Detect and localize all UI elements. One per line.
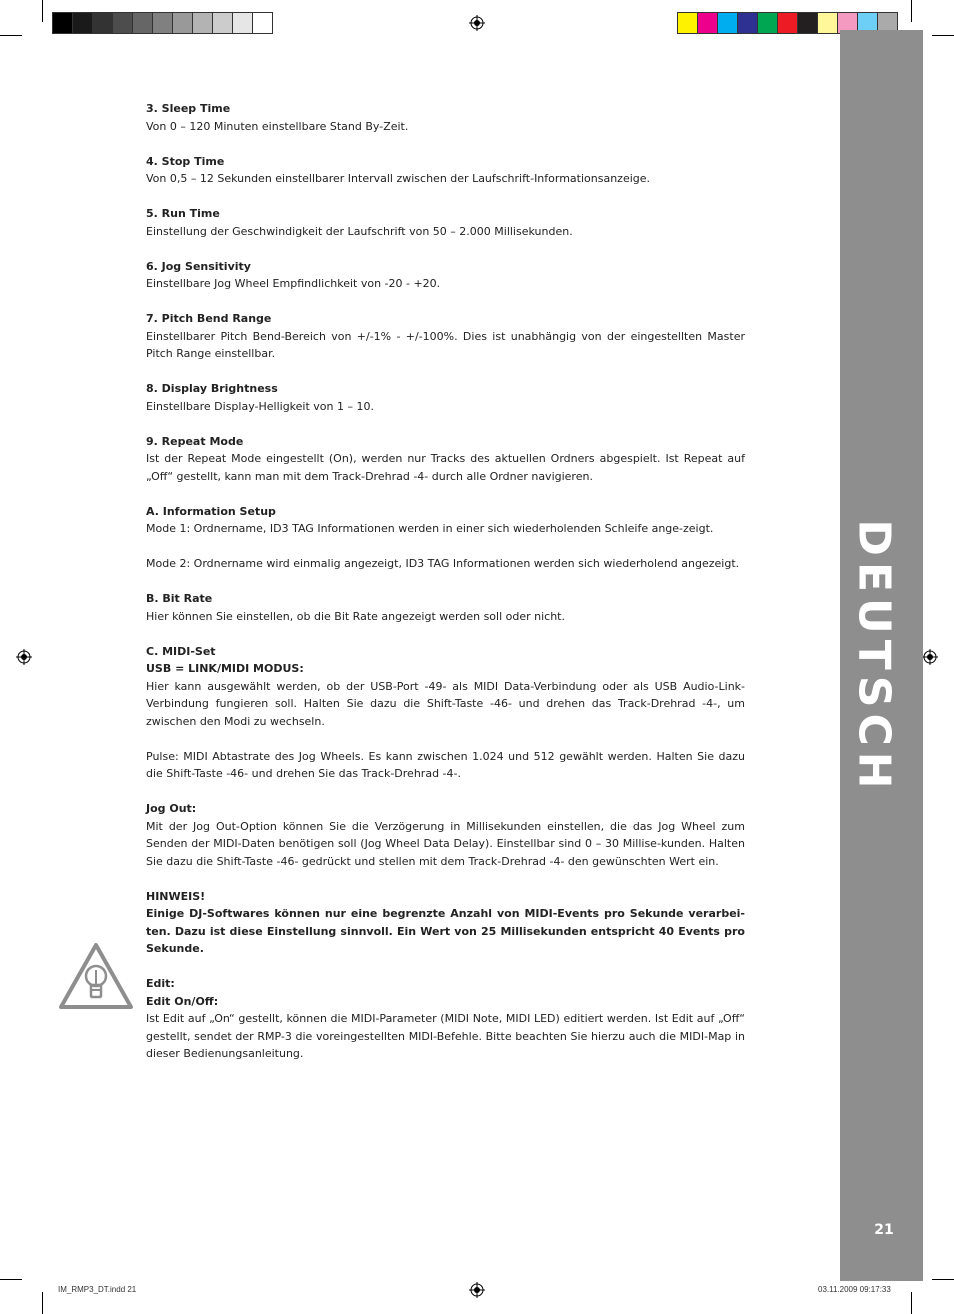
grayscale-swatch: [53, 13, 73, 33]
section-heading: HINWEIS!: [146, 889, 206, 903]
section-body: Einstellbare Display-Helligkeit von 1 – 10.: [146, 399, 374, 413]
crop-mark: [932, 1279, 954, 1280]
grayscale-swatch: [253, 13, 272, 33]
color-swatch: [698, 13, 718, 33]
section-heading: 9. Repeat Mode: [146, 434, 244, 448]
manual-section: [146, 100, 745, 135]
section-body: Hier kann ausgewählt werden, ob der USB-Port -49- als MIDI Data-Verbindung oder als USB Audio-Link-Verbindung fungieren soll. Halten Sie dazu die Shift-Taste -46- und drehen das Track-Drehrad -4-, um zwischen den Modi zu wechseln.: [146, 679, 745, 728]
section-heading: 6. Jog Sensitivity: [146, 259, 251, 273]
section-body: Pulse: MIDI Abtastrate des Jog Wheels. Es kann zwischen 1.024 und 512 gewählt werden. Halten Sie dazu die Shift-Taste -46- und drehen Sie das Track-Drehrad -4-.: [146, 749, 745, 780]
grayscale-swatch: [93, 13, 113, 33]
page-number: 21: [874, 1222, 894, 1238]
grayscale-swatch: [73, 13, 93, 33]
registration-mark-icon: [469, 1282, 485, 1298]
language-label: DEUTSCH: [848, 519, 900, 795]
crop-mark: [42, 1292, 43, 1314]
warning-body: Einige DJ-Softwares können nur eine begrenzte Anzahl von MIDI-Events pro Sekunde verarbei-ten. Dazu ist diese Einstellung sinnvoll. Ein Wert von 25 Millisekunden entspricht 40 Events pro Sekunde.: [146, 907, 745, 955]
grayscale-swatch: [153, 13, 173, 33]
crop-mark: [932, 35, 954, 36]
color-swatch: [718, 13, 738, 33]
section-body: Von 0,5 – 12 Sekunden einstellbarer Intervall zwischen der Laufschrift-Informationsanzeige.: [146, 172, 651, 185]
manual-section: [146, 590, 745, 625]
section-heading: 8. Display Brightness: [146, 382, 278, 395]
section-heading: Jog Out:: [146, 802, 197, 815]
grayscale-swatch: [233, 13, 253, 33]
section-heading: 3. Sleep Time: [146, 102, 231, 115]
manual-section: [146, 205, 745, 240]
section-heading: C. MIDI-Set: [146, 644, 216, 658]
section-body: Mit der Jog Out-Option können Sie die Verzögerung in Millisekunden einstellen, die das Jog Wheel zum Senden der MIDI-Daten benötigen soll (Jog Wheel Data Delay). Einstellbar sind 0 – 30 Millise-kunden. Halten Sie dazu die Shift-Taste -46- gedrückt und stellen mit dem Track-Drehrad -4- den gewünschten Wert ein.: [146, 819, 745, 868]
crop-mark: [911, 1292, 912, 1314]
section-body: Einstellbarer Pitch Bend-Bereich von +/-1% - +/-100%. Dies ist unabhängig von der eingestellten Master Pitch Range einstellbar.: [146, 329, 745, 360]
section-heading: A. Information Setup: [146, 504, 276, 518]
manual-section: [146, 380, 745, 415]
section-subheading: USB = LINK/MIDI MODUS:: [146, 662, 304, 675]
registration-mark-icon: [922, 649, 938, 665]
section-heading: 7. Pitch Bend Range: [146, 312, 272, 325]
section-heading: 5. Run Time: [146, 207, 220, 220]
manual-section: [146, 433, 745, 486]
manual-section: [146, 888, 745, 958]
crop-mark: [911, 0, 912, 22]
registration-mark-icon: [16, 649, 32, 665]
grayscale-swatch-bar: [52, 12, 273, 34]
section-body: Einstellung der Geschwindigkeit der Laufschrift von 50 – 2.000 Millisekunden.: [146, 224, 573, 238]
grayscale-swatch: [193, 13, 213, 33]
grayscale-swatch: [213, 13, 233, 33]
section-body: Von 0 – 120 Minuten einstellbare Stand By-Zeit.: [146, 119, 409, 133]
color-swatch: [738, 13, 758, 33]
manual-section: [146, 643, 745, 731]
manual-text-column: [146, 100, 745, 1080]
manual-section: [146, 555, 745, 573]
color-swatch: [678, 13, 698, 33]
manual-section: [146, 748, 745, 783]
crop-mark: [0, 1279, 22, 1280]
color-swatch: [798, 13, 818, 33]
grayscale-swatch: [113, 13, 133, 33]
section-heading: 4. Stop Time: [146, 154, 225, 168]
section-subheading: Edit On/Off:: [146, 994, 219, 1008]
section-body: Mode 1: Ordnername, ID3 TAG Informationen werden in einer sich wiederholenden Schleife ange-zeigt.: [146, 522, 714, 535]
footer-timestamp: 03.11.2009 09:17:33: [818, 1285, 891, 1294]
manual-section: [146, 800, 745, 870]
manual-section: [146, 310, 745, 363]
section-body: Hier können Sie einstellen, ob die Bit Rate angezeigt werden soll oder nicht.: [146, 609, 565, 623]
grayscale-swatch: [173, 13, 193, 33]
color-swatch: [758, 13, 778, 33]
footer-file-info: IM_RMP3_DT.indd 21: [58, 1285, 137, 1294]
manual-section: [146, 258, 745, 293]
section-heading: B. Bit Rate: [146, 592, 213, 605]
color-swatch: [778, 13, 798, 33]
crop-mark: [42, 0, 43, 22]
section-heading: Edit:: [146, 977, 175, 990]
manual-section: [146, 153, 745, 188]
color-swatch: [818, 13, 838, 33]
grayscale-swatch: [133, 13, 153, 33]
section-body: Mode 2: Ordnername wird einmalig angezeigt, ID3 TAG Informationen werden sich wiederholend angezeigt.: [146, 557, 740, 570]
manual-section: [146, 503, 745, 538]
registration-mark-icon: [469, 15, 485, 31]
section-body: Ist Edit auf „On“ gestellt, können die MIDI-Parameter (MIDI Note, MIDI LED) editiert werden. Ist Edit auf „Off“ gestellt, sendet der RMP-3 die voreingestellten MIDI-Befehle. Bitte beachten Sie hierzu auch die MIDI-Map in dieser Bedienungsanleitung.: [146, 1012, 745, 1060]
section-body: Ist der Repeat Mode eingestellt (On), werden nur Tracks des aktuellen Ordners abgespielt. Ist Repeat auf „Off“ gestellt, kann man mit dem Track-Drehrad -4- durch alle Ordner navigieren.: [146, 452, 745, 483]
manual-section: [146, 975, 745, 1063]
section-body: Einstellbare Jog Wheel Empfindlichkeit von -20 - +20.: [146, 277, 441, 290]
warning-lightbulb-icon: [58, 942, 134, 1010]
crop-mark: [0, 35, 22, 36]
